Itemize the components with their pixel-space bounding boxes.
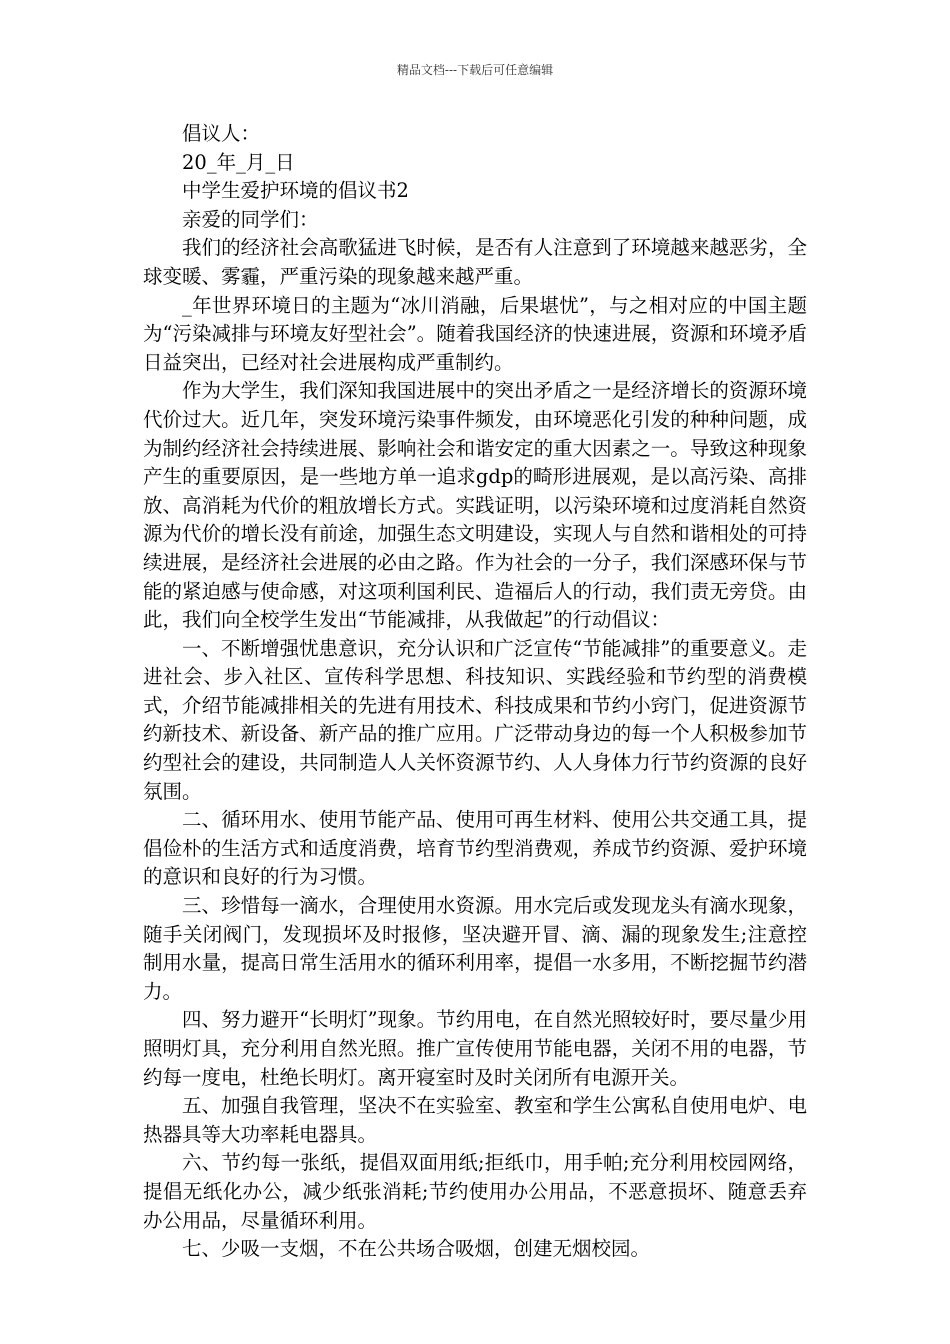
proposal-item-1: 一、不断增强忧患意识，充分认识和广泛宣传“节能减排”的重要意义。走进社会、步入社区、宣传科学思想、科技知识、实践经验和节约型的消费模式，介绍节能减排相关的先进有用技术、科技成果和节约小窍门，促进资源节约新技术、新设备、新产品的推广应用。广泛带动身边的每一个人积极参加节约型社会的建设，共同制造人人关怀资源节约、人人身体力行节约资源的良好氛围。 bbox=[143, 636, 807, 803]
salutation: 亲爱的同学们： bbox=[182, 207, 319, 231]
page-header: 精品文档---下载后可任意编辑 bbox=[396, 63, 554, 77]
proposal-item-2: 二、循环用水、使用节能产品、使用可再生材料、使用公共交通工具，提倡俭朴的生活方式和适度消费，培育节约型消费观，养成节约资源、爱护环境的意识和良好的行为习惯。 bbox=[143, 808, 807, 889]
paragraph-intro: 我们的经济社会高歌猛进飞时候，是否有人注意到了环境越来越恶劣，全球变暖、雾霾，严重污染的现象越来越严重。 bbox=[143, 236, 807, 288]
paragraph-theme: _年世界环境日的主题为“冰川消融，后果堪忧”，与之相对应的中国主题为“污染减排与环境友好型社会”。随着我国经济的快速进展，资源和环境矛盾日益突出，已经对社会进展构成严重制约。 bbox=[143, 293, 807, 374]
initiator-line: 倡议人： bbox=[182, 122, 261, 145]
date-line: 20_年_月_日 bbox=[182, 150, 295, 174]
proposal-item-6: 六、节约每一张纸，提倡双面用纸;拒纸巾，用手帕;充分利用校园网络，提倡无纸化办公，减少纸张消耗;节约使用办公用品，不恶意损坏、随意丢弃办公用品，尽量循环利用。 bbox=[143, 1151, 807, 1232]
proposal-item-3: 三、珍惜每一滴水，合理使用水资源。用水完后或发现龙头有滴水现象，随手关闭阀门，发现损坏及时报修，坚决避开冒、滴、漏的现象发生;注意控制用水量，提高日常生活用水的循环利用率，提倡一水多用，不断挖掘节约潜力。 bbox=[143, 894, 807, 1003]
proposal-item-5: 五、加强自我管理，坚决不在实验室、教室和学生公寓私自使用电炉、电热器具等大功率耗电器具。 bbox=[143, 1094, 807, 1146]
document-body bbox=[143, 120, 807, 1264]
proposal-item-4: 四、努力避开“长明灯”现象。节约用电，在自然光照较好时，要尽量少用照明灯具，充分利用自然光照。推广宣传使用节能电器，关闭不用的电器，节约每一度电，杜绝长明灯。离开寝室时及时关闭所有电源开关。 bbox=[143, 1008, 807, 1089]
paragraph-background: 作为大学生，我们深知我国进展中的突出矛盾之一是经济增长的资源环境代价过大。近几年，突发环境污染事件频发，由环境恶化引发的种种问题，成为制约经济社会持续进展、影响社会和谐安定的重大因素之一。导致这种现象产生的重要原因，是一些地方单一追求gdp的畸形进展观，是以高污染、高排放、高消耗为代价的粗放增长方式。实践证明，以污染环境和过度消耗自然资源为代价的增长没有前途，加强生态文明建设，实现人与自然和谐相处的可持续进展，是经济社会进展的必由之路。作为社会的一分子，我们深感环保与节能的紧迫感与使命感，对这项利国利民、造福后人的行动，我们责无旁贷。由此，我们向全校学生发出“节能减排，从我做起”的行动倡议： bbox=[143, 379, 807, 632]
document-title: 中学生爱护环境的倡议书2 bbox=[182, 179, 409, 203]
proposal-item-7: 七、少吸一支烟，不在公共场合吸烟，创建无烟校园。 bbox=[182, 1237, 651, 1261]
